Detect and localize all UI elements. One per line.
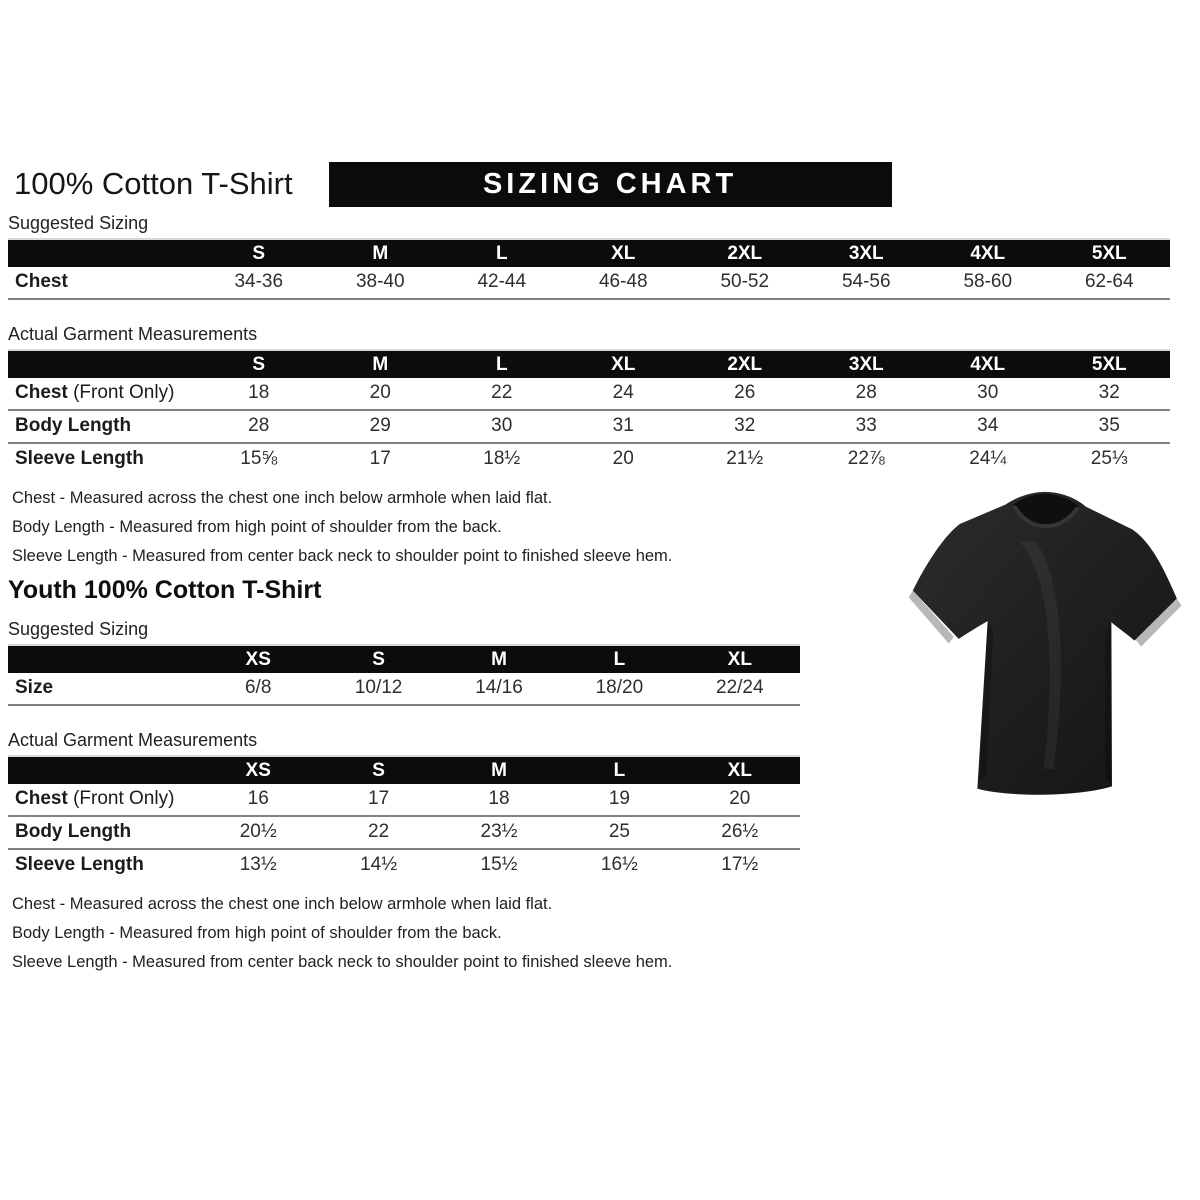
measurement-note: Chest - Measured across the chest one inch below armhole when laid flat. xyxy=(12,489,553,507)
column-header: 5XL xyxy=(1091,354,1127,375)
cell-value: 28 xyxy=(248,415,270,436)
cell-value: 18 xyxy=(248,382,270,403)
table-row xyxy=(8,673,800,706)
measurement-note: Sleeve Length - Measured from center back neck to shoulder point to finished sleeve hem. xyxy=(12,953,673,971)
cell-value: 50-52 xyxy=(720,271,770,292)
column-header: 4XL xyxy=(970,243,1006,264)
cell-value: 22 xyxy=(368,821,390,842)
cell-value: 24¼ xyxy=(969,448,1007,469)
cell-value: 38-40 xyxy=(355,271,405,292)
page-title: 100% Cotton T-Shirt xyxy=(14,166,293,201)
column-header: 3XL xyxy=(848,354,884,375)
cell-value: 18½ xyxy=(483,448,521,469)
column-header: S xyxy=(372,649,385,670)
cell-value: 62-64 xyxy=(1084,271,1134,292)
title-row xyxy=(8,160,1192,207)
measurement-note: Chest - Measured across the chest one inch below armhole when laid flat. xyxy=(12,895,553,913)
cell-value: 18 xyxy=(488,788,510,809)
column-header: S xyxy=(252,243,266,264)
cell-value: 34-36 xyxy=(234,271,284,292)
cell-value: 30 xyxy=(977,382,999,403)
sizing-chart-banner-text: SIZING CHART xyxy=(482,168,738,200)
youth-actual-measurements-table xyxy=(8,755,800,881)
column-header: 3XL xyxy=(848,243,884,264)
table-row xyxy=(8,267,1170,300)
cell-value: 16 xyxy=(247,788,269,809)
black-tshirt-graphic xyxy=(896,484,1188,808)
cell-value: 20 xyxy=(729,788,751,809)
cell-value: 26 xyxy=(734,382,756,403)
row-label-text: Chest xyxy=(15,382,68,403)
row-label-text: Size xyxy=(15,677,54,698)
cell-value: 20½ xyxy=(239,821,277,842)
youth-suggested-sizing-table xyxy=(8,644,800,706)
cell-value: 22⅞ xyxy=(847,448,885,469)
row-label: Chest (Front Only) xyxy=(15,788,175,809)
adult-actual-measurements-label: Actual Garment Measurements xyxy=(8,324,258,344)
cell-value: 24 xyxy=(612,382,634,403)
cell-value: 10/12 xyxy=(354,677,403,698)
row-label xyxy=(8,850,198,881)
cell-value: 23½ xyxy=(480,821,518,842)
row-label-text: Body Length xyxy=(15,821,132,842)
cell-value: 25⅓ xyxy=(1090,448,1128,469)
column-header: L xyxy=(495,243,508,264)
cell-value: 28 xyxy=(855,382,877,403)
cell-value: 30 xyxy=(491,415,513,436)
row-label-text: Chest xyxy=(15,788,68,809)
column-header: XL xyxy=(611,354,636,375)
adult-actual-measurements-table xyxy=(8,349,1170,475)
cell-value: 17½ xyxy=(721,854,759,875)
cell-value: 20 xyxy=(369,382,391,403)
adult-suggested-sizing-label: Suggested Sizing xyxy=(8,213,149,233)
adult-suggested-sizing-table xyxy=(8,238,1170,300)
column-header: XL xyxy=(727,760,752,781)
column-header: S xyxy=(252,354,266,375)
cell-value: 20 xyxy=(612,448,634,469)
measurement-note: Body Length - Measured from high point of shoulder from the back. xyxy=(12,924,502,942)
cell-value: 33 xyxy=(855,415,877,436)
cell-value: 21½ xyxy=(726,448,764,469)
column-header: L xyxy=(495,354,508,375)
column-header: 5XL xyxy=(1091,243,1127,264)
column-header: XS xyxy=(245,649,271,670)
cell-value: 32 xyxy=(734,415,756,436)
cell-value: 34 xyxy=(977,415,999,436)
cell-value: 15⅝ xyxy=(240,448,278,469)
table-row xyxy=(8,850,800,881)
measurement-note: Sleeve Length - Measured from center back neck to shoulder point to finished sleeve hem. xyxy=(12,547,673,565)
row-label-text: Sleeve Length xyxy=(15,448,144,469)
column-header: XS xyxy=(245,760,271,781)
cell-value: 58-60 xyxy=(963,271,1013,292)
sizing-chart-banner xyxy=(329,162,892,207)
row-label xyxy=(8,673,198,704)
measurement-note: Body Length - Measured from high point of shoulder from the back. xyxy=(12,518,502,536)
column-header: XL xyxy=(611,243,636,264)
cell-value: 26½ xyxy=(721,821,759,842)
cell-value: 19 xyxy=(608,788,630,809)
row-label-text: Chest xyxy=(15,271,68,292)
youth-measurement-notes xyxy=(12,895,1192,972)
cell-value: 46-48 xyxy=(598,271,648,292)
table-header-row xyxy=(8,644,800,673)
row-label xyxy=(8,411,198,442)
table-row xyxy=(8,817,800,850)
row-label xyxy=(8,444,198,475)
cell-value: 22/24 xyxy=(716,677,764,698)
cell-value: 42-44 xyxy=(477,271,527,292)
cell-value: 18/20 xyxy=(595,677,644,698)
cell-value: 32 xyxy=(1098,382,1120,403)
cell-value: 17 xyxy=(368,788,390,809)
column-header: M xyxy=(372,243,389,264)
cell-value: 35 xyxy=(1098,415,1120,436)
youth-suggested-sizing-label: Suggested Sizing xyxy=(8,619,149,639)
row-label xyxy=(8,817,198,848)
youth-actual-measurements-label: Actual Garment Measurements xyxy=(8,730,258,750)
cell-value: 16½ xyxy=(600,854,638,875)
table-header-row xyxy=(8,238,1170,267)
cell-value: 29 xyxy=(369,415,391,436)
cell-value: 15½ xyxy=(480,854,518,875)
column-header: L xyxy=(613,760,626,781)
column-header: L xyxy=(613,649,626,670)
cell-value: 6/8 xyxy=(244,677,272,698)
cell-value: 22 xyxy=(491,382,513,403)
column-header: S xyxy=(372,760,385,781)
column-header: 2XL xyxy=(727,354,763,375)
table-row xyxy=(8,378,1170,411)
cell-value: 54-56 xyxy=(841,271,891,292)
table-header-row xyxy=(8,755,800,784)
cell-value: 31 xyxy=(612,415,634,436)
column-header: M xyxy=(372,354,389,375)
row-label-text: Body Length xyxy=(15,415,132,436)
row-label: Chest (Front Only) xyxy=(15,382,175,403)
column-header: 4XL xyxy=(970,354,1006,375)
column-header: M xyxy=(491,760,507,781)
youth-title: Youth 100% Cotton T-Shirt xyxy=(8,576,322,604)
table-row xyxy=(8,784,800,817)
cell-value: 13½ xyxy=(239,854,277,875)
row-label-text: Sleeve Length xyxy=(15,854,144,875)
cell-value: 14½ xyxy=(360,854,398,875)
column-header: M xyxy=(491,649,507,670)
column-header: 2XL xyxy=(727,243,763,264)
table-row xyxy=(8,411,1170,444)
cell-value: 14/16 xyxy=(475,677,523,698)
column-header: XL xyxy=(727,649,752,670)
table-header-row xyxy=(8,349,1170,378)
cell-value: 17 xyxy=(369,448,391,469)
row-label xyxy=(8,267,198,298)
table-row xyxy=(8,444,1170,475)
black-tshirt-photo xyxy=(896,484,1188,808)
cell-value: 25 xyxy=(608,821,630,842)
